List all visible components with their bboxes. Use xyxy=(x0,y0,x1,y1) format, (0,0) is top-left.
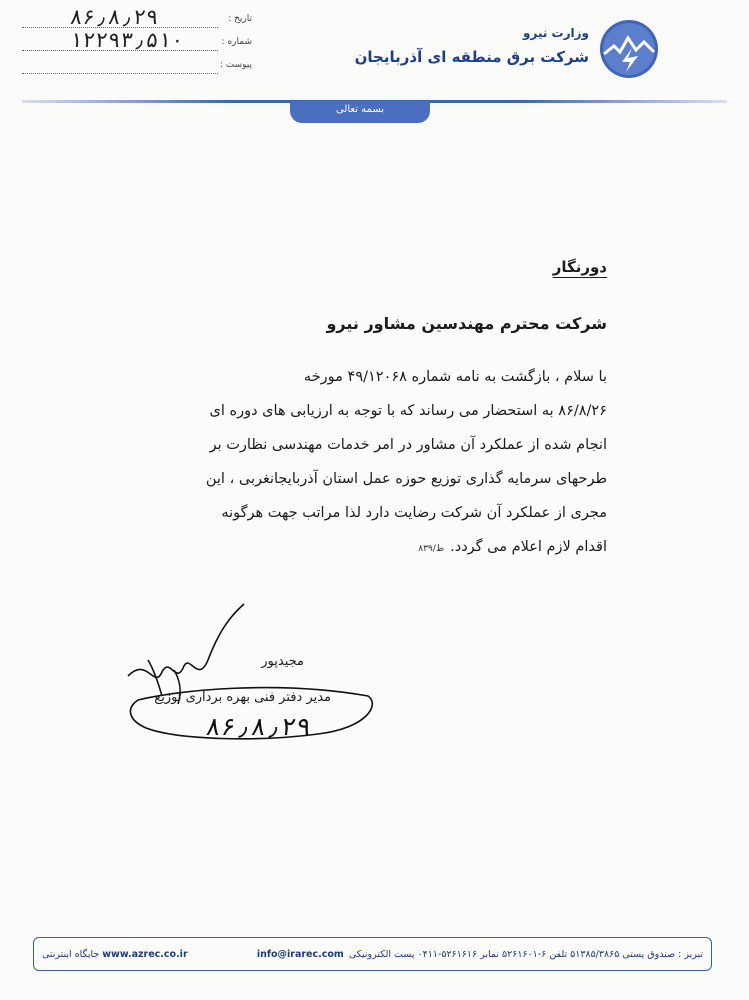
letter-meta xyxy=(22,5,252,77)
regional-electric-logo-icon xyxy=(598,18,660,80)
footer-contact-box xyxy=(33,937,712,971)
signer-name: مجیدپور xyxy=(261,654,304,669)
letter-body xyxy=(98,360,607,564)
attachment-line xyxy=(22,73,218,74)
body-line: مجری از عملکرد آن شرکت رضایت دارد لذا مراتب جهت هرگونه xyxy=(221,505,607,521)
website-link[interactable]: www.azrec.co.ir xyxy=(102,948,188,960)
body-line: انجام شده از عملکرد آن مشاور در امر خدمات مهندسی نظارت بر xyxy=(209,437,607,453)
signer-title: مدیر دفتر فنی بهره برداری توزیع xyxy=(154,690,331,705)
date-label: تاریخ : xyxy=(228,14,252,24)
date-value: ۸۶٫۸٫۲۹ xyxy=(68,5,160,29)
reference-note: ط/۸۳۹ xyxy=(418,544,445,554)
recipient-type: دورنگار xyxy=(552,258,607,276)
ministry-name: وزارت نیرو xyxy=(523,26,589,40)
body-line-text: اقدام لازم اعلام می گردد. xyxy=(450,539,607,555)
meta-number-row xyxy=(22,28,252,54)
attachment-label: پیوست : xyxy=(219,60,252,70)
body-line: با سلام ، بازگشت به نامه شماره ۴۹/۱۲۰۶۸ مورخه xyxy=(303,369,607,385)
number-value: ۱۲۲۹۳٫۵۱۰ xyxy=(68,28,186,52)
organization-block xyxy=(355,26,589,66)
footer-address xyxy=(255,949,703,960)
contact-text: تبریز : صندوق پستی ۵۱۳۸۵/۳۸۶۵ تلفن ۶-۵۲۶۱۶۰۱ نمابر ۵۲۶۱۶۱۶-۰۴۱۱ پست الکترونیکی xyxy=(348,948,703,960)
number-label: شماره : xyxy=(221,37,252,47)
body-line: طرحهای سرمایه گذاری توزیع حوزه عمل استان آذربایجانغربی ، این xyxy=(205,471,607,487)
email-link[interactable]: info@irarec.com xyxy=(256,948,344,960)
website-label: جایگاه اینترنتی xyxy=(42,948,100,960)
bismillah: بسمه تعالی xyxy=(335,104,385,115)
signature-date: ۸۶٫۸٫۲۹ xyxy=(203,712,314,741)
body-line: ۸۶/۸/۲۶ به استحضار می رساند که با توجه به ارزیابی های دوره ای xyxy=(209,403,607,419)
addressee: شرکت محترم مهندسین مشاور نیرو xyxy=(326,314,607,333)
company-name: شرکت برق منطقه ای آذربایجان xyxy=(354,48,589,66)
body-last-line xyxy=(98,530,607,564)
meta-attachment-row xyxy=(22,54,252,77)
footer-website xyxy=(42,949,188,960)
